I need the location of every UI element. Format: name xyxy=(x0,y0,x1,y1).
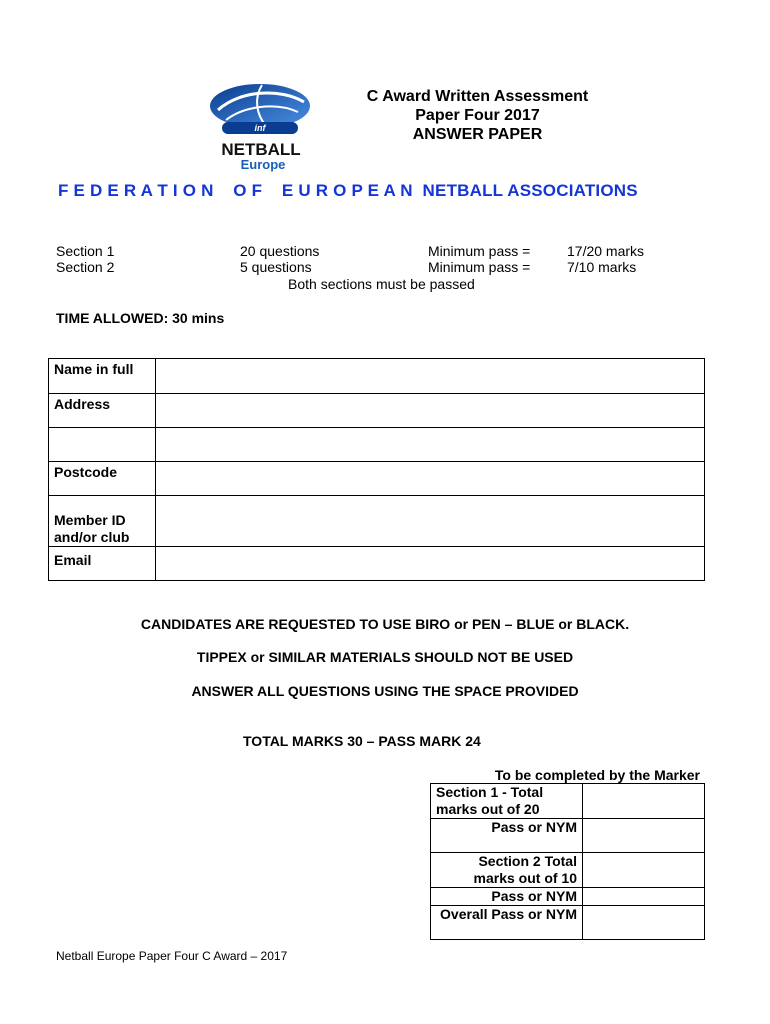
title-line-1: C Award Written Assessment xyxy=(366,88,589,105)
federation-heading: F E D E R A T I O N O F E U R O P E A N NETBALL ASSOCIATIONS xyxy=(58,181,638,200)
marker-label-s1-pass: Pass or NYM xyxy=(431,819,583,853)
total-marks: TOTAL MARKS 30 – PASS MARK 24 xyxy=(243,733,481,749)
candidate-row-address xyxy=(49,394,705,428)
instruction-tippex: TIPPEX or SIMILAR MATERIALS SHOULD NOT BE USED xyxy=(196,649,574,665)
candidate-row-name xyxy=(49,359,705,394)
field-input-postcode[interactable] xyxy=(156,462,705,496)
field-input-email[interactable] xyxy=(156,547,705,581)
marker-input-overall[interactable] xyxy=(583,906,705,940)
field-label-address-2 xyxy=(49,428,156,462)
marker-input-s2-pass[interactable] xyxy=(583,888,705,906)
marker-row-s1-pass xyxy=(431,819,705,853)
logo-main-text: NETBALL xyxy=(221,140,301,159)
marker-label-s2-pass: Pass or NYM xyxy=(431,888,583,906)
title-line-3: ANSWER PAPER xyxy=(412,126,543,143)
field-input-name[interactable] xyxy=(156,359,705,394)
instruction-space: ANSWER ALL QUESTIONS USING THE SPACE PROVIDED xyxy=(191,683,579,699)
marker-label-overall: Overall Pass or NYM xyxy=(431,906,583,940)
candidate-row-address-2 xyxy=(49,428,705,462)
marker-input-s1-total[interactable] xyxy=(583,784,705,819)
netball-europe-logo xyxy=(200,80,326,172)
section-2-min-label: Minimum pass = xyxy=(428,259,531,275)
candidate-row-postcode xyxy=(49,462,705,496)
marker-label-s1-total: Section 1 - Total marks out of 20 xyxy=(431,784,583,819)
field-input-member[interactable] xyxy=(156,496,705,547)
sections-note: Both sections must be passed xyxy=(288,276,475,292)
section-1-questions: 20 questions xyxy=(240,243,320,259)
marker-input-s1-pass[interactable] xyxy=(583,819,705,853)
field-label-address: Address xyxy=(49,394,156,428)
field-label-name: Name in full xyxy=(49,359,156,394)
time-allowed: TIME ALLOWED: 30 mins xyxy=(56,310,225,326)
marker-row-s2-total xyxy=(431,853,705,888)
candidate-details-table xyxy=(48,358,705,581)
section-1-name: Section 1 xyxy=(56,243,115,259)
field-input-address[interactable] xyxy=(156,394,705,428)
instruction-pen: CANDIDATES ARE REQUESTED TO USE BIRO or PEN – BLUE or BLACK. xyxy=(140,616,630,632)
section-1-min-label: Minimum pass = xyxy=(428,243,531,259)
logo-sub-text: Europe xyxy=(240,157,286,172)
marker-label-s2-total: Section 2 Total marks out of 10 xyxy=(431,853,583,888)
section-1-marks: 17/20 marks xyxy=(567,243,645,259)
field-label-member: Member ID and/or club xyxy=(49,496,156,547)
field-label-postcode: Postcode xyxy=(49,462,156,496)
title-line-2: Paper Four 2017 xyxy=(415,107,540,124)
field-label-email: Email xyxy=(49,547,156,581)
candidate-row-member xyxy=(49,496,705,547)
candidate-row-email xyxy=(49,547,705,581)
section-2-name: Section 2 xyxy=(56,259,115,275)
marker-input-s2-total[interactable] xyxy=(583,853,705,888)
marker-row-overall xyxy=(431,906,705,940)
marker-caption: To be completed by the Marker xyxy=(494,767,700,783)
field-input-address-2[interactable] xyxy=(156,428,705,462)
section-2-questions: 5 questions xyxy=(240,259,312,275)
section-2-marks: 7/10 marks xyxy=(567,259,637,275)
logo-badge-text: inf xyxy=(254,123,266,133)
marker-table xyxy=(430,783,705,940)
marker-row-s2-pass xyxy=(431,888,705,906)
marker-row-s1-total xyxy=(431,784,705,819)
page-footer: Netball Europe Paper Four C Award – 2017 xyxy=(56,949,288,963)
